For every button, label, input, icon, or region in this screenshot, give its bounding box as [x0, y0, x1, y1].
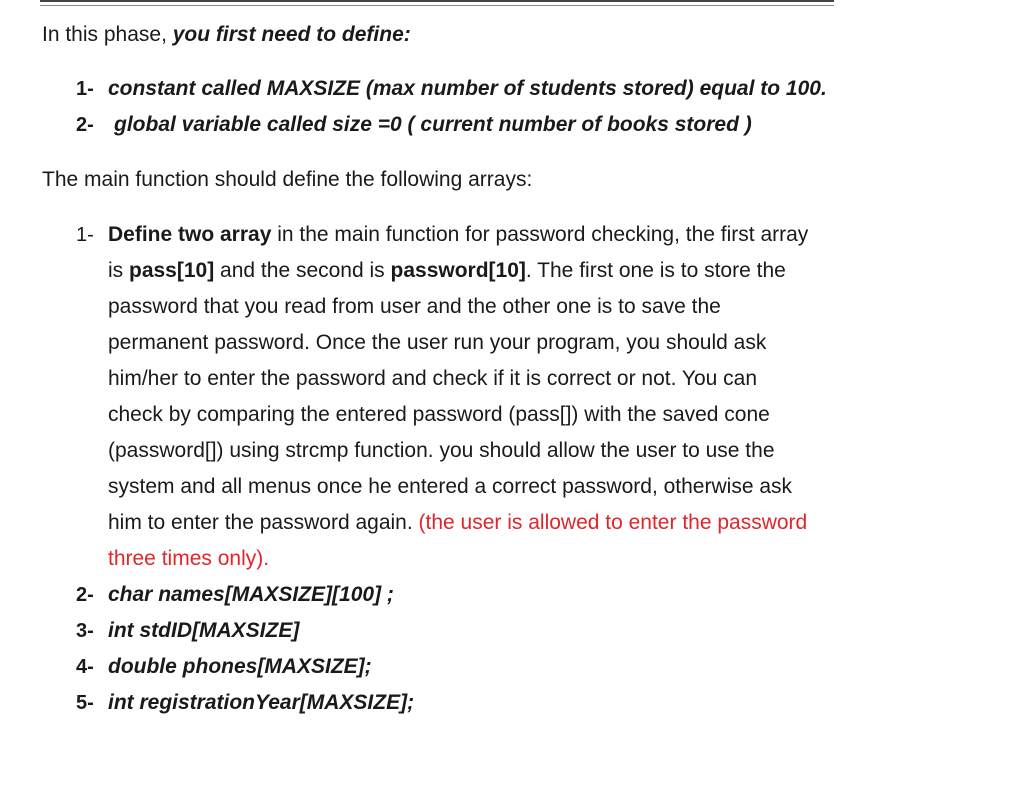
- line-text: him to enter the password again.: [108, 511, 419, 534]
- definition-number-1: 1-: [76, 78, 94, 100]
- intro-emphasis: you first need to define:: [172, 23, 411, 46]
- array-item-text-2: char names[MAXSIZE][100] ;: [108, 583, 394, 606]
- array-item-1-line-6: check by comparing the entered password (pass[]) with the saved cone: [108, 403, 770, 426]
- array-item-1-line-7: (password[]) using strcmp function. you should allow the user to use the: [108, 439, 775, 462]
- definition-text-2: global variable called size =0 ( current number of books stored ): [114, 113, 752, 136]
- intro-line: [42, 22, 411, 48]
- array-item-text-3: int stdID[MAXSIZE]: [108, 619, 300, 642]
- array-item-1-line-2: [108, 258, 786, 284]
- array-item-number-5: 5-: [76, 692, 94, 714]
- array-item-1-line-1: [108, 222, 808, 248]
- array-item-number-1: 1-: [76, 224, 94, 246]
- array-item-number-3: 3-: [76, 620, 94, 642]
- pass-array-bold: pass[10]: [129, 259, 215, 282]
- password-array-bold: password[10]: [390, 259, 526, 282]
- array-item-1-line-9: [108, 510, 807, 536]
- red-note: (the user is allowed to enter the password: [418, 511, 808, 534]
- array-item-1-line-10: three times only).: [108, 547, 270, 570]
- array-item-number-2: 2-: [76, 584, 94, 606]
- array-item-1-line-8: system and all menus once he entered a correct password, otherwise ask: [108, 475, 793, 498]
- line-text: is: [108, 259, 129, 282]
- define-two-array-bold: Define two array: [108, 223, 272, 246]
- top-rule: [40, 0, 834, 2]
- top-rule-thin: [40, 5, 834, 6]
- line-text: . The first one is to store the: [525, 259, 786, 282]
- line-text: and the second is: [214, 259, 391, 282]
- array-item-1-line-3: password that you read from user and the other one is to save the: [108, 295, 721, 318]
- array-item-1-line-5: him/her to enter the password and check if it is correct or not. You can: [108, 367, 758, 390]
- array-item-text-4: double phones[MAXSIZE];: [108, 655, 372, 678]
- array-item-text-5: int registrationYear[MAXSIZE];: [108, 691, 415, 714]
- line-text: in the main function for password checking, the first array: [271, 223, 809, 246]
- array-item-1-line-4: permanent password. Once the user run your program, you should ask: [108, 331, 767, 354]
- main-function-intro: The main function should define the following arrays:: [42, 168, 533, 191]
- array-item-number-4: 4-: [76, 656, 94, 678]
- definition-text-1: constant called MAXSIZE (max number of students stored) equal to 100.: [108, 77, 827, 100]
- definition-number-2: 2-: [76, 114, 94, 136]
- intro-prefix: In this phase,: [42, 23, 173, 46]
